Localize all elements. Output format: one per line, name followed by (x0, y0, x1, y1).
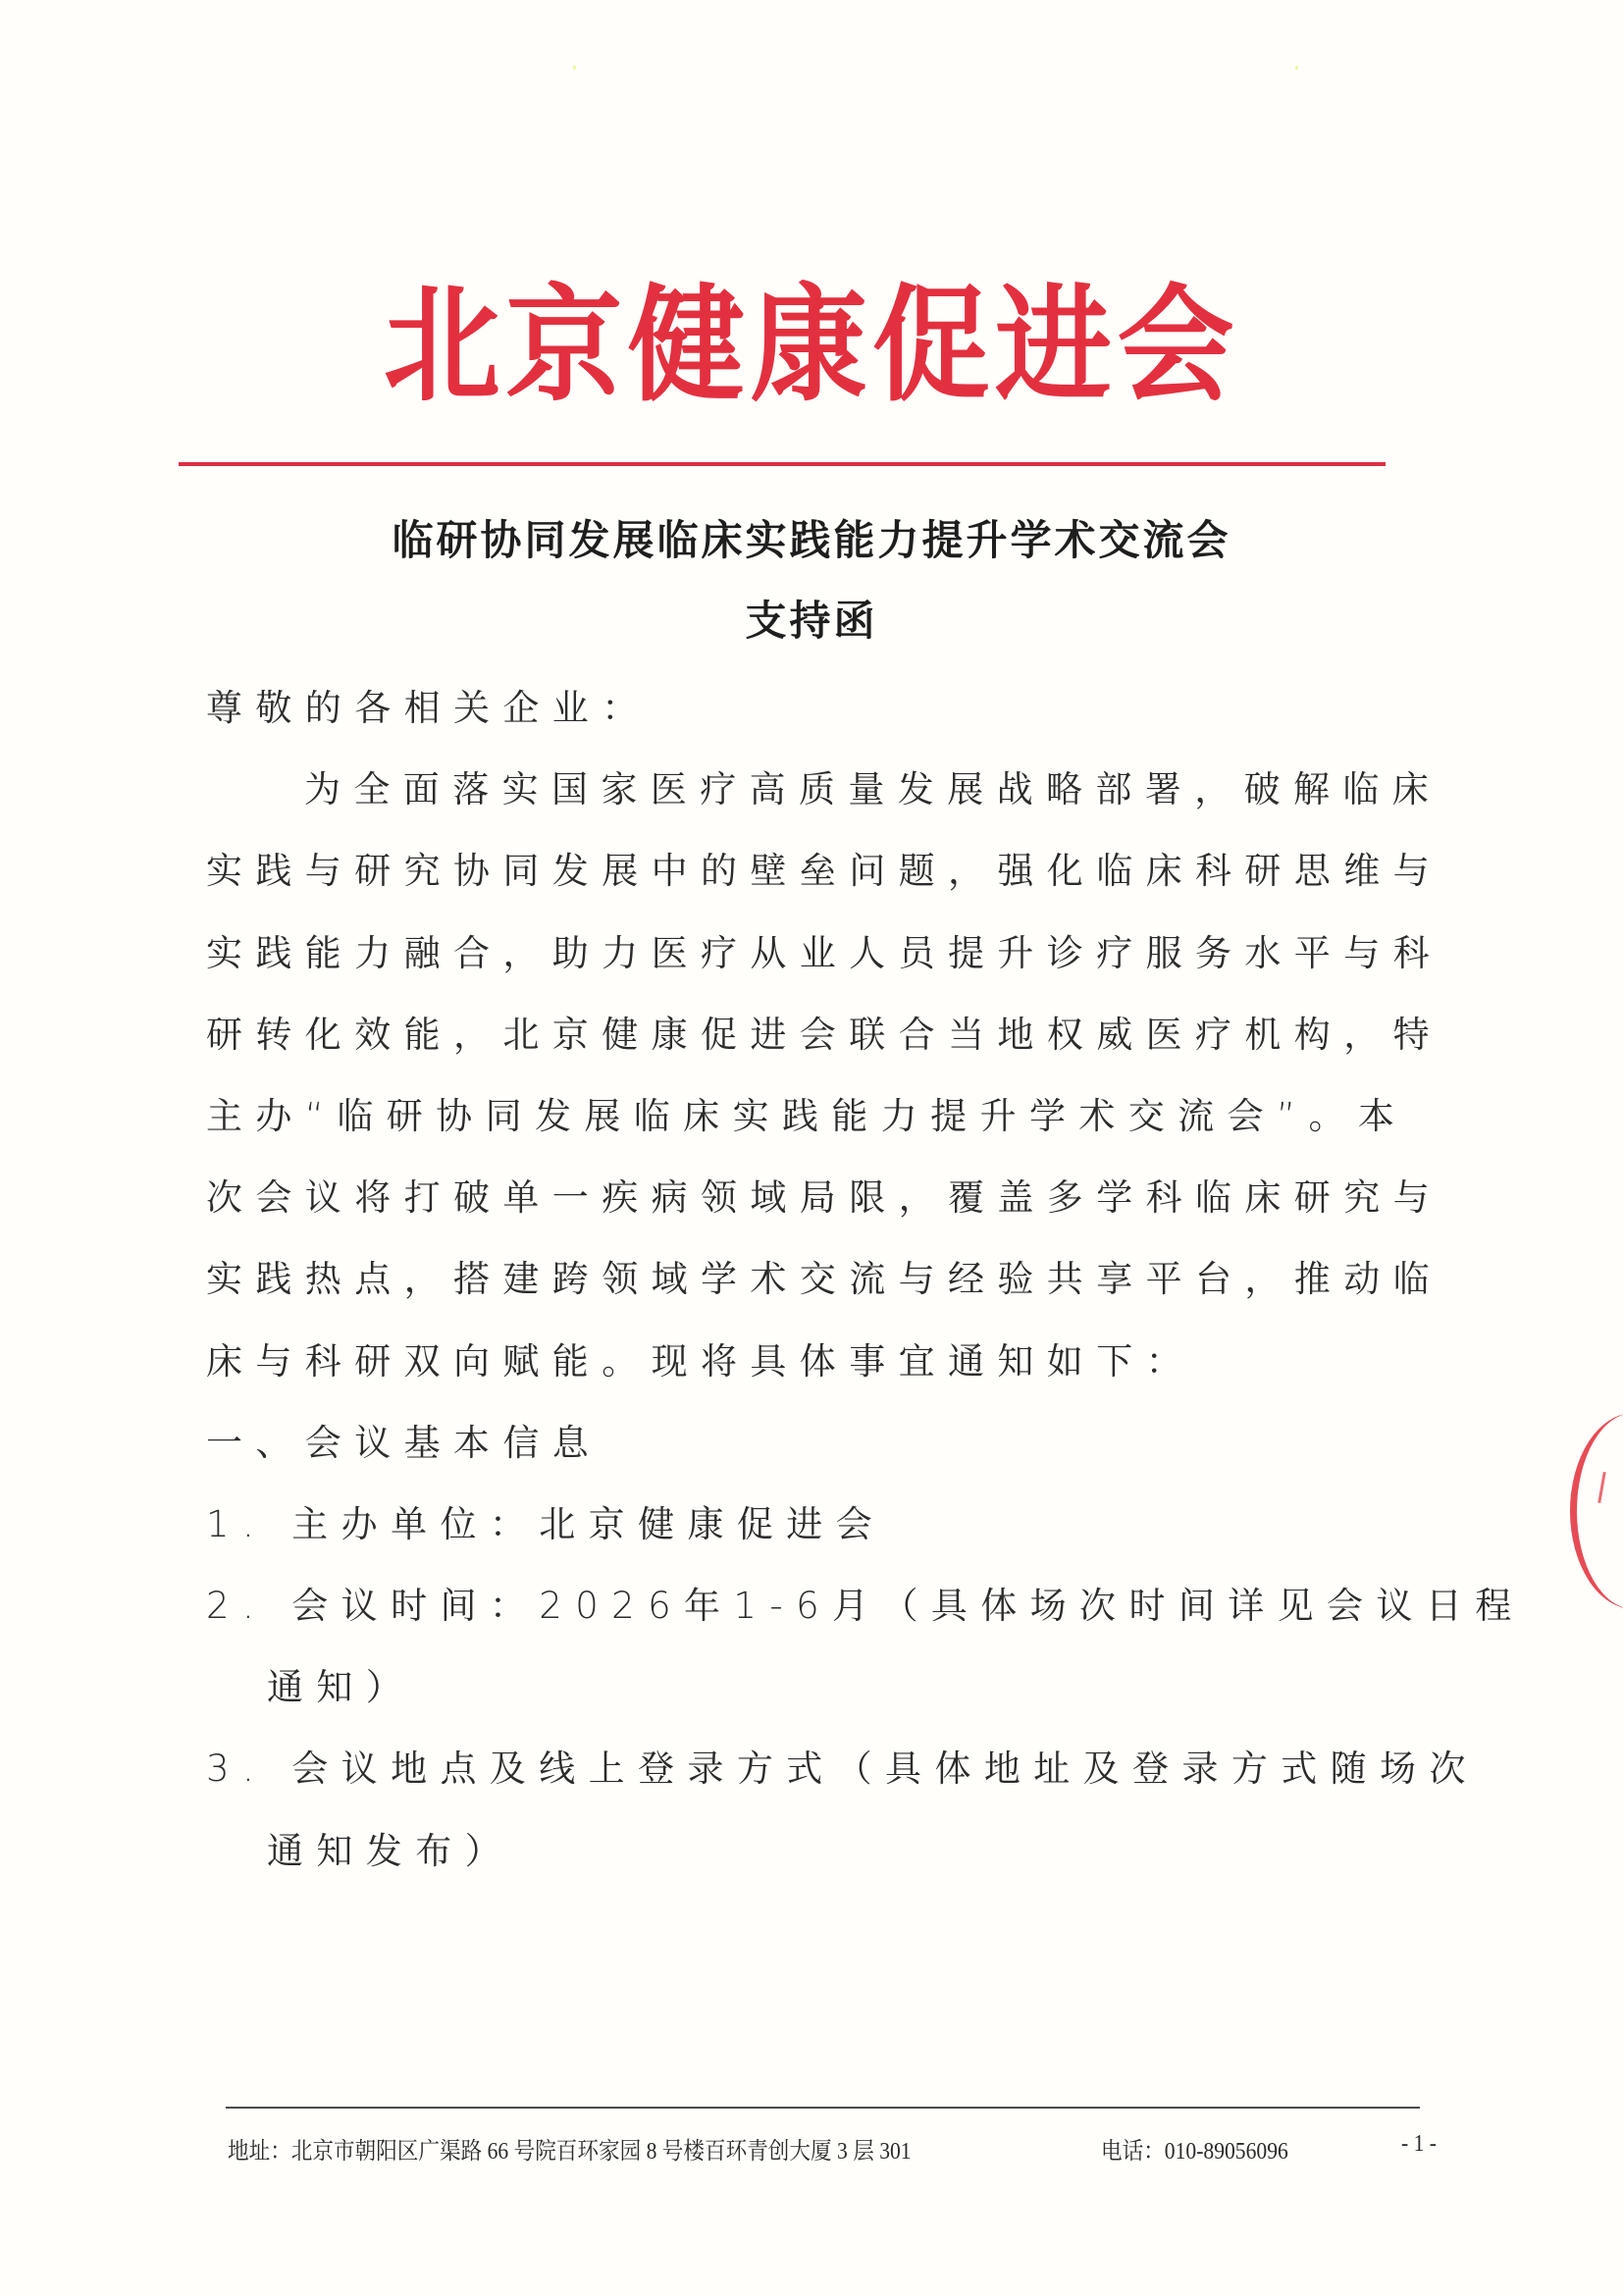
info-item-time: 2. 会议时间：2026年1-6月（具体场次时间详见会议日程 (206, 1585, 1525, 1628)
paragraph-line: 为全面落实国家医疗高质量发展战略部署，破解临床 (304, 768, 1442, 811)
footer-address: 地址：北京市朝阳区广渠路 66 号院百环家园 8 号楼百环青创大厦 3 层 301 (228, 2139, 912, 2165)
info-item-location-continued: 通知发布） (267, 1829, 514, 1872)
info-item-time-continued: 通知） (267, 1666, 416, 1709)
document-subtitle: 支持函 (745, 597, 878, 645)
letterhead-red-rule (179, 462, 1386, 466)
document-body (206, 667, 1525, 1892)
info-item-location: 3. 会议地点及线上登录方式（具体地址及登录方式随场次 (206, 1748, 1479, 1791)
document-title: 临研协同发展临床实践能力提升学术交流会 (392, 516, 1231, 564)
footer-rule (226, 2107, 1420, 2109)
footer-phone: 电话：010-89056096 (1101, 2139, 1288, 2165)
letterhead-org-name: 北京健康促进会 (383, 272, 1240, 419)
info-item-organizer: 1. 主办单位：北京健康促进会 (206, 1502, 886, 1545)
salutation: 尊敬的各相关企业： (206, 687, 652, 729)
paragraph-line: 次会议将打破单一疾病领域局限，覆盖多学科临床研究与 (206, 1176, 1442, 1220)
page-number: - 1 - (1401, 2131, 1437, 2157)
section-heading: 一、会议基本信息 (206, 1421, 602, 1464)
official-seal-stamp-fragment (1570, 1413, 1623, 1609)
paragraph-line: 实践能力融合，助力医疗从业人员提升诊疗服务水平与科 (206, 931, 1442, 974)
paragraph-line: 主办“临研协同发展临床实践能力提升学术交流会”。本 (206, 1094, 1408, 1137)
paragraph-line: 实践与研究协同发展中的壁垒问题，强化临床科研思维与 (206, 850, 1442, 893)
scan-artifact (1295, 66, 1298, 70)
paragraph-line: 床与科研双向赋能。现将具体事宜通知如下： (206, 1339, 1195, 1383)
paragraph-line: 实践热点，搭建跨领域学术交流与经验共享平台，推动临 (206, 1258, 1442, 1301)
scan-artifact (573, 66, 576, 70)
paragraph-line: 研转化效能，北京健康促进会联合当地权威医疗机构，特 (206, 1013, 1442, 1056)
